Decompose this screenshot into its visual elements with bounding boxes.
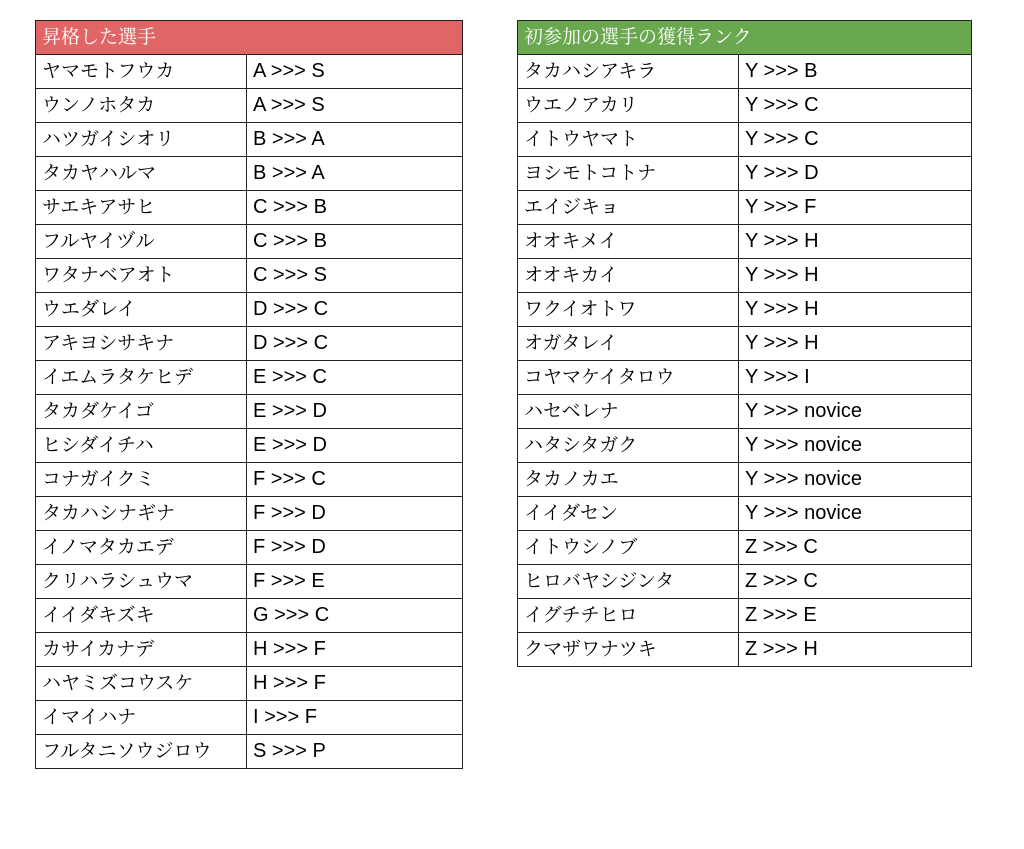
player-name-cell: タカダケイゴ — [36, 395, 247, 429]
rank-change-cell: Y >>> D — [739, 157, 972, 191]
player-name-cell: ヒロバヤシジンタ — [518, 565, 739, 599]
player-name-cell: オガタレイ — [518, 327, 739, 361]
rank-change-cell: Y >>> C — [739, 123, 972, 157]
rank-change-cell: H >>> F — [247, 667, 463, 701]
player-name-cell: クマザワナツキ — [518, 633, 739, 667]
table-row — [518, 327, 972, 361]
table-row — [518, 395, 972, 429]
rank-change-cell: Y >>> H — [739, 225, 972, 259]
table-row — [36, 55, 463, 89]
rank-change-cell: A >>> S — [247, 89, 463, 123]
table-row — [36, 157, 463, 191]
table-header-row — [518, 21, 972, 55]
table-row — [36, 463, 463, 497]
table-row — [36, 667, 463, 701]
player-name-cell: カサイカナデ — [36, 633, 247, 667]
player-name-cell: クリハラシュウマ — [36, 565, 247, 599]
table-row — [36, 259, 463, 293]
player-name-cell: ハツガイシオリ — [36, 123, 247, 157]
rank-change-cell: B >>> A — [247, 123, 463, 157]
table-row — [36, 531, 463, 565]
table-row — [36, 735, 463, 769]
rank-change-cell: Y >>> novice — [739, 463, 972, 497]
table-row — [36, 293, 463, 327]
rank-change-cell: D >>> C — [247, 327, 463, 361]
player-name-cell: フルヤイヅル — [36, 225, 247, 259]
rank-change-cell: B >>> A — [247, 157, 463, 191]
table-row — [518, 157, 972, 191]
rank-change-cell: F >>> D — [247, 531, 463, 565]
table-row — [36, 497, 463, 531]
promoted-table-body — [36, 55, 463, 769]
rank-change-cell: Y >>> F — [739, 191, 972, 225]
player-name-cell: イトウシノブ — [518, 531, 739, 565]
rank-change-cell: Y >>> I — [739, 361, 972, 395]
player-name-cell: コヤマケイタロウ — [518, 361, 739, 395]
rank-change-cell: Z >>> C — [739, 531, 972, 565]
rank-change-cell: C >>> B — [247, 191, 463, 225]
table-row — [518, 225, 972, 259]
rank-change-cell: Y >>> B — [739, 55, 972, 89]
rank-change-cell: A >>> S — [247, 55, 463, 89]
rank-change-cell: I >>> F — [247, 701, 463, 735]
table-row — [518, 531, 972, 565]
player-name-cell: フルタニソウジロウ — [36, 735, 247, 769]
player-name-cell: ハヤミズコウスケ — [36, 667, 247, 701]
player-name-cell: ワクイオトワ — [518, 293, 739, 327]
player-name-cell: ウンノホタカ — [36, 89, 247, 123]
table-row — [518, 361, 972, 395]
rank-change-cell: E >>> D — [247, 429, 463, 463]
rank-change-cell: Y >>> novice — [739, 395, 972, 429]
player-name-cell: アキヨシサキナ — [36, 327, 247, 361]
table-row — [518, 191, 972, 225]
player-name-cell: ウエダレイ — [36, 293, 247, 327]
table-header-row — [36, 21, 463, 55]
rank-change-cell: D >>> C — [247, 293, 463, 327]
rank-change-cell: Z >>> C — [739, 565, 972, 599]
table-row — [518, 599, 972, 633]
rank-change-cell: F >>> D — [247, 497, 463, 531]
player-name-cell: イエムラタケヒデ — [36, 361, 247, 395]
table-row — [518, 123, 972, 157]
rank-change-cell: C >>> B — [247, 225, 463, 259]
table-row — [518, 429, 972, 463]
rank-change-cell: Z >>> H — [739, 633, 972, 667]
table-row — [36, 395, 463, 429]
table-row — [36, 327, 463, 361]
rank-change-cell: Y >>> novice — [739, 429, 972, 463]
table-row — [36, 123, 463, 157]
player-name-cell: タカハシナギナ — [36, 497, 247, 531]
rank-change-cell: H >>> F — [247, 633, 463, 667]
player-name-cell: ハセベレナ — [518, 395, 739, 429]
table-row — [518, 259, 972, 293]
rank-change-cell: F >>> E — [247, 565, 463, 599]
player-name-cell: ウエノアカリ — [518, 89, 739, 123]
player-name-cell: サエキアサヒ — [36, 191, 247, 225]
rank-change-cell: E >>> D — [247, 395, 463, 429]
rank-change-cell: Y >>> C — [739, 89, 972, 123]
player-name-cell: イイダセン — [518, 497, 739, 531]
player-name-cell: イノマタカエデ — [36, 531, 247, 565]
rank-change-cell: E >>> C — [247, 361, 463, 395]
table-row — [36, 633, 463, 667]
player-name-cell: タカノカエ — [518, 463, 739, 497]
player-name-cell: ヒシダイチハ — [36, 429, 247, 463]
table-row — [36, 701, 463, 735]
table-row — [36, 89, 463, 123]
rank-change-cell: Y >>> novice — [739, 497, 972, 531]
player-name-cell: イマイハナ — [36, 701, 247, 735]
rank-change-cell: G >>> C — [247, 599, 463, 633]
table-row — [36, 429, 463, 463]
promoted-table-title: 昇格した選手 — [36, 21, 463, 55]
rank-change-cell: Y >>> H — [739, 293, 972, 327]
player-name-cell: エイジキョ — [518, 191, 739, 225]
newcomer-table-body — [518, 55, 972, 667]
rank-change-cell: Z >>> E — [739, 599, 972, 633]
player-name-cell: オオキメイ — [518, 225, 739, 259]
table-row — [36, 361, 463, 395]
table-row — [518, 55, 972, 89]
table-row — [518, 89, 972, 123]
table-row — [518, 293, 972, 327]
player-name-cell: ハタシタガク — [518, 429, 739, 463]
rank-change-cell: Y >>> H — [739, 327, 972, 361]
player-name-cell: ヤマモトフウカ — [36, 55, 247, 89]
player-name-cell: ヨシモトコトナ — [518, 157, 739, 191]
newcomer-table-title: 初参加の選手の獲得ランク — [518, 21, 972, 55]
promoted-players-table — [35, 20, 463, 769]
table-row — [36, 599, 463, 633]
rank-change-cell: Y >>> H — [739, 259, 972, 293]
newcomer-ranks-table — [517, 20, 972, 667]
player-name-cell: イトウヤマト — [518, 123, 739, 157]
player-name-cell: イイダキズキ — [36, 599, 247, 633]
rank-change-cell: C >>> S — [247, 259, 463, 293]
rank-change-cell: F >>> C — [247, 463, 463, 497]
player-name-cell: イグチチヒロ — [518, 599, 739, 633]
player-name-cell: タカハシアキラ — [518, 55, 739, 89]
player-name-cell: オオキカイ — [518, 259, 739, 293]
table-row — [518, 463, 972, 497]
player-name-cell: ワタナベアオト — [36, 259, 247, 293]
player-name-cell: コナガイクミ — [36, 463, 247, 497]
table-row — [36, 191, 463, 225]
player-name-cell: タカヤハルマ — [36, 157, 247, 191]
table-row — [518, 497, 972, 531]
rank-change-cell: S >>> P — [247, 735, 463, 769]
table-row — [518, 633, 972, 667]
table-row — [36, 225, 463, 259]
table-row — [518, 565, 972, 599]
table-row — [36, 565, 463, 599]
